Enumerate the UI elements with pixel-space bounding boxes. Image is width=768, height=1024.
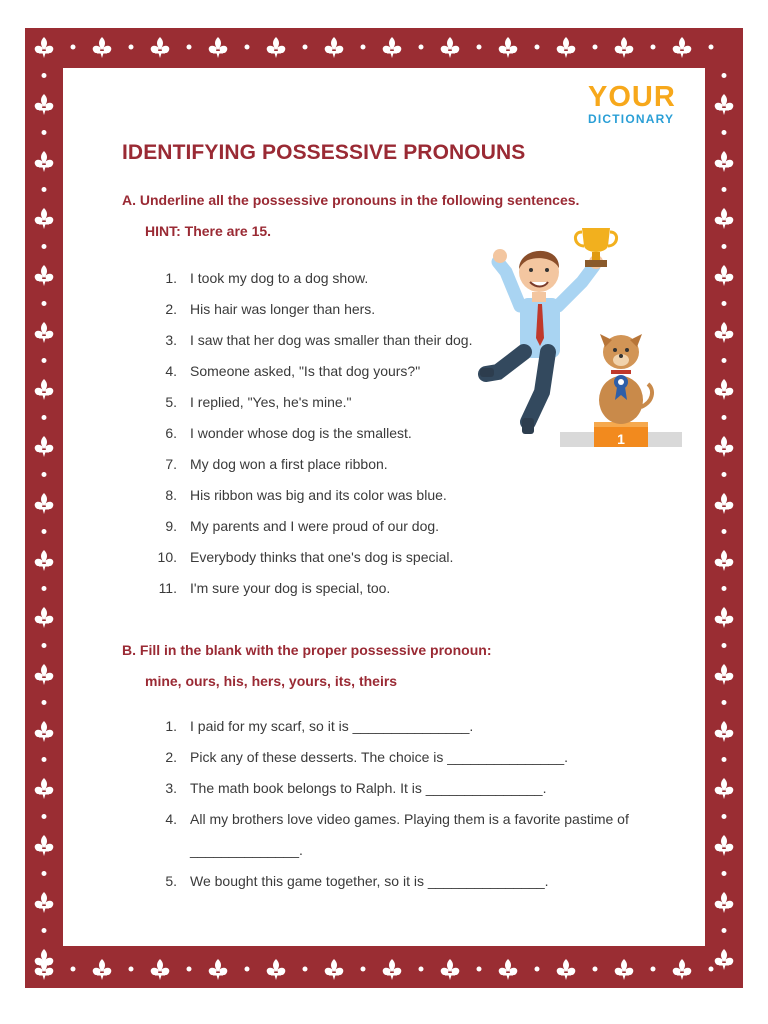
item-number: 7. xyxy=(165,456,177,472)
section-a-hint: HINT: There are 15. xyxy=(145,223,272,239)
item-number: 1. xyxy=(165,270,177,286)
item-number: 9. xyxy=(165,518,177,534)
dog-figure xyxy=(599,334,652,424)
item-text: Pick any of these desserts. The choice is _______________. xyxy=(190,749,568,765)
item-number: 4. xyxy=(165,811,177,827)
item-text: His ribbon was big and its color was blue. xyxy=(190,487,447,503)
item-number: 1. xyxy=(165,718,177,734)
item-text: His hair was longer than hers. xyxy=(190,301,376,317)
item-text: I'm sure your dog is special, too. xyxy=(190,580,391,596)
item-text: I saw that her dog was smaller than their dog. xyxy=(190,332,473,348)
logo-subtitle: DICTIONARY xyxy=(588,112,675,126)
item-text-continuation: ______________. xyxy=(190,842,303,858)
item-text: I wonder whose dog is the smallest. xyxy=(190,425,412,441)
logo-wordmark: YOUR xyxy=(588,81,676,113)
item-text: All my brothers love video games. Playing them is a favorite pastime of xyxy=(190,811,629,827)
item-number: 6. xyxy=(165,425,177,441)
section-b-instruction: B. Fill in the blank with the proper possessive pronoun: xyxy=(122,642,492,658)
your-dictionary-logo xyxy=(588,82,688,126)
item-number: 2. xyxy=(165,749,177,765)
winner-illustration xyxy=(478,222,688,447)
item-number: 3. xyxy=(165,780,177,796)
item-number: 5. xyxy=(165,873,177,889)
item-text: My dog won a first place ribbon. xyxy=(190,456,388,472)
item-text: I replied, "Yes, he's mine." xyxy=(190,394,352,410)
item-text: My parents and I were proud of our dog. xyxy=(190,518,440,534)
item-number: 8. xyxy=(165,487,177,503)
item-text: I took my dog to a dog show. xyxy=(190,270,369,286)
trophy-icon xyxy=(575,228,616,267)
man-figure xyxy=(480,249,603,434)
podium-number: 1 xyxy=(617,431,625,447)
item-text: Someone asked, "Is that dog yours?" xyxy=(190,363,421,379)
page-title: IDENTIFYING POSSESSIVE PRONOUNS xyxy=(122,141,526,164)
section-a-instruction: A. Underline all the possessive pronouns in the following sentences. xyxy=(122,192,580,208)
item-text: We bought this game together, so it is _______________. xyxy=(190,873,549,889)
item-number: 10. xyxy=(157,549,177,565)
item-number: 5. xyxy=(165,394,177,410)
item-number: 4. xyxy=(165,363,177,379)
item-number: 2. xyxy=(165,301,177,317)
item-number: 11. xyxy=(158,580,177,596)
item-text: I paid for my scarf, so it is _______________. xyxy=(190,718,474,734)
item-text: The math book belongs to Ralph. It is _______________. xyxy=(190,780,547,796)
item-number: 3. xyxy=(165,332,177,348)
item-text: Everybody thinks that one's dog is special. xyxy=(190,549,454,565)
section-b-word-bank: mine, ours, his, hers, yours, its, theirs xyxy=(145,673,398,689)
